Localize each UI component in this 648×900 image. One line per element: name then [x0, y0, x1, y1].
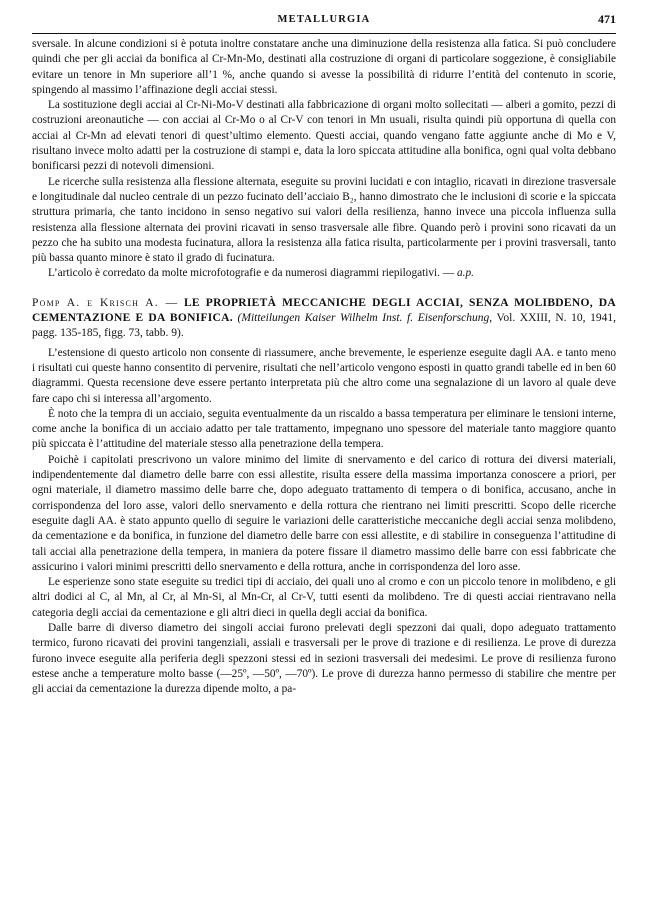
page-number: 471 [598, 12, 616, 26]
paragraph: sversale. In alcune condizioni si è potuta inoltre constatare anche una diminuzione della resistenza alla fatica. Si può concludere quindi che per gli acciai da bonifica al Cr-Mn-Mo, destinati alla costruzione di organi di particolare soggezione, è consigliabile evitare un tenore in Mn superiore all’1 %, anche quando si avesse la possibilità di ridurre l’entità del contenuto in scorie, spingendo al massimo l’affinazione degli acciai stessi. [32, 38, 616, 96]
article-continuation [32, 37, 616, 282]
paragraph: Poichè i capitolati prescrivono un valore minimo del limite di snervamento e del carico di rottura dei diversi materiali, indipendentemente dal diametro delle barre con essi allestite, risulta essere della massima importanza conoscere a priori, per ogni materiale, il diametro massimo delle barre che, dopo adeguato trattamento di tempera o di bonifica, accusano, anche in corrispondenza del loro asse, valori dello snervamento e della rottura che rientrano nei limiti prescritti. Scopo delle ricerche eseguite dagli AA. è stato appunto quello di seguire le variazioni delle caratteristiche meccaniche degli acciai senza molibdeno, da cementazione e da bonifica, in funzione del diametro delle barre con essi allestite, e di stabilire in conseguenza l’attitudine di tali acciai alla penetrazione della tempera, in maniera da potere fissare il diametro massimo delle barre con essi fabbricate che assicurino i valori minimi prescritti dello snervamento e della rottura, anche in corrispondenza del loro asse. [32, 453, 616, 573]
paragraph: Le esperienze sono state eseguite su tredici tipi di acciaio, dei quali uno al cromo e con un piccolo tenore in molibdeno, e gli altri dodici al C, al Mn, al Cr, al Mn-Si, al Mn-Cr, al Cr-V, tutti esenti da molibdeno. Tre di questi acciai rientravano nella categoria degli acciai da cementazione e gli altri dieci in quella degli acciai da bonifica. [32, 576, 616, 619]
running-title: METALLURGIA [277, 14, 371, 25]
header-rule [32, 33, 616, 34]
page-header [32, 10, 616, 32]
paragraph: L’estensione di questo articolo non consente di riassumere, anche brevemente, le esperienze eseguite dagli AA. e tanto meno i risultati cui queste hanno consentito di pervenire, risultati che nell’articolo vengono esposti in quatto grandi tabelle ed in ben 60 diagrammi. Questa recensione deve essere pertanto interpretata più che altro come una segnalazione di un lavoro al quale deve fare capo chi si interessa all’argomento. [32, 346, 616, 405]
abstract-signature: a.p. [456, 267, 474, 280]
paragraph: La sostituzione degli acciai al Cr-Ni-Mo-V destinati alla fabbricazione di organi molto sollecitati — alberi a gomito, pezzi di costruzioni areonautiche — con acciai al Cr-Mo o al Cr-V con tenori in Mn usuali, risulta quindi più opportuna di quella con acciai al Cr-Mn ad elevati tenori di quest’ultimo elemento. Questi acciai, quando vengano fatte aggiunte anche di Mo e V, risultano invece molto adatti per la costruzione di stampi e, data la loro spiccata attitudine alla bonifica, ogni qual volta debbano bonificarsi pezzi di notevoli dimensioni. [32, 99, 616, 173]
closing-paragraph [32, 266, 616, 281]
journal-name: (Mitteilungen Kaiser Wilhelm Inst. f. Eisenforschung, [237, 312, 493, 325]
article-heading [32, 296, 616, 342]
paragraph: Le ricerche sulla resistenza alla flessione alternata, eseguite su provini lucidati e con intaglio, ricavati in direzione trasversale e longitudinale dal nucleo centrale di un pezzo fucinato dell’acciaio B₂, hanno dimostrato che le inclusioni di scorie e la spiccata struttura primaria, che tanto incidono in senso negativo sui valori della resilienza, hanno invece una piccola influenza sulla resistenza alla flessione alternata dei provini ricavati in senso trasversale alle fibre. Quando però i provini sono ricavati da un pezzo che ha subito una modesta fucinatura, allora la resistenza alla fatica risulta, particolarmente per i provini trasversali, tanto più bassa quanto minore è stato il grado di fucinatura. [32, 175, 616, 265]
paragraph: È noto che la tempra di un acciaio, seguita eventualmente da un riscaldo a bassa temperatura per eliminare le tensioni interne, come anche la bonifica di un acciaio adatto per tale trattamento, impegnano uno spessore del materiale tanto maggiore quanto più spiccata è l’attitudine del materiale stesso alla penetrazione della tempera. [32, 407, 616, 451]
citation-details: Vol. XXIII, N. 10, 1941, pagg. 135-185, figg. 73, tabb. 9). [32, 312, 617, 340]
paragraph: Dalle barre di diverso diametro dei singoli acciai furono prelevati degli spezzoni dai quali, dopo adeguato trattamento termico, furono ricavati dei provini tangenziali, assiali e trasversali per le prove di trazione e di resilienza. Le prove di durezza furono invece eseguite alla periferia degli spezzoni stessi ed in sezioni trasversali dei medesimi. Le prove di resilienza furono estese anche a temperature molto basse (—25º, —50º, —70º). Le prove di durezza hanno permesso di stabilire che mentre per gli acciai da cementazione la durezza dipende molto, a pa- [32, 621, 616, 696]
article-review [32, 296, 616, 698]
article-authors: Pomp A. e Krisch A. — [32, 296, 179, 309]
closing-text: L’articolo è corredato da molte microfotografie e da numerosi diagrammi riepilogativi. — [48, 267, 455, 280]
page-body [32, 37, 616, 697]
article-title: LE PROPRIETÀ MECCANICHE DEGLI ACCIAI, SENZA MOLIBDENO, DA CEMENTAZIONE E DA BONIFICA. [32, 296, 617, 325]
